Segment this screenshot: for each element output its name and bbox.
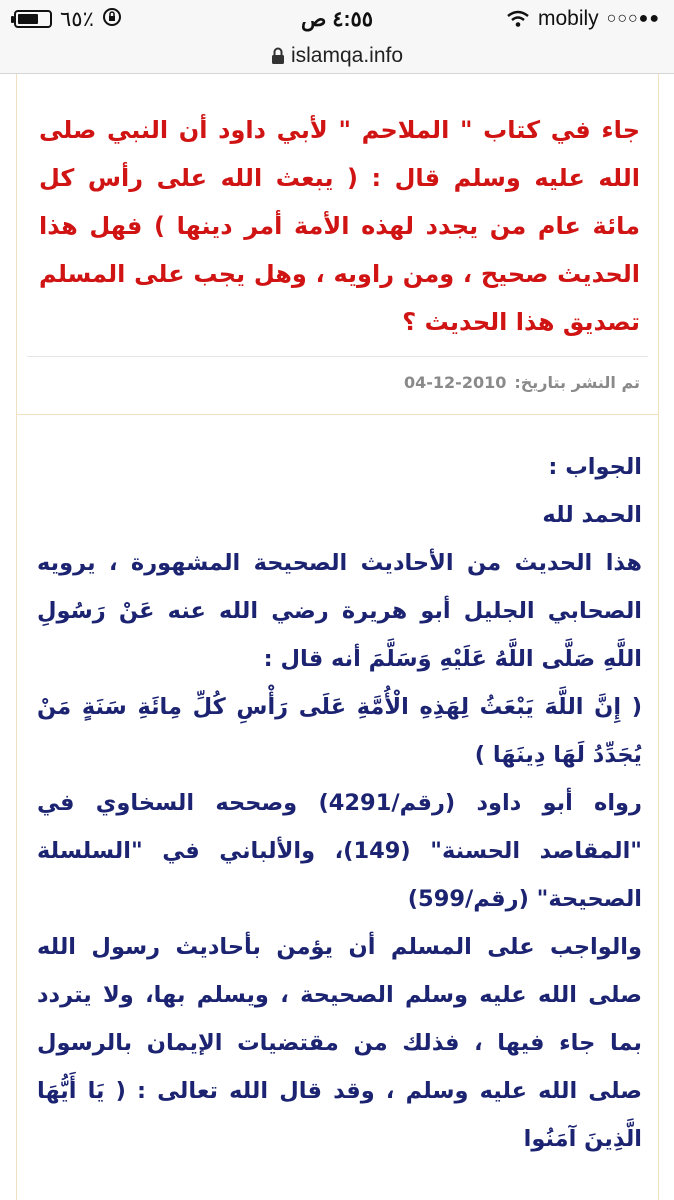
answer-section: [17, 415, 658, 1163]
status-time: ٤:٥٥ ص: [300, 7, 374, 31]
article-content: [16, 74, 659, 1200]
answer-heading: الجواب :: [548, 454, 642, 480]
lock-icon: [271, 47, 285, 65]
url-bar[interactable]: [0, 38, 674, 74]
answer-paragraph-1: هذا الحديث من الأحاديث الصحيحة المشهورة ، يرويه الصحابي الجليل أبو هريرة رضي الله عنه عَنْ رَسُولِ اللَّهِ صَلَّى اللَّهُ عَلَيْهِ وَسَلَّمَ أنه قال :: [37, 550, 642, 672]
answer-paragraph-2: رواه أبو داود (رقم/4291) وصححه السخاوي في "المقاصد الحسنة" (149)، والألباني في "السلسلة الصحيحة" (رقم/599): [37, 790, 643, 912]
battery-percent: ٦٥٪: [60, 7, 94, 31]
answer-paragraph-3: والواجب على المسلم أن يؤمن بأحاديث رسول الله صلى الله عليه وسلم الصحيحة ، ويسلم بها، ولا يتردد بما جاء فيها ، فذلك من مقتضيات الإيمان بالرسول صلى الله عليه وسلم ، وقد قال الله تعالى : ( يَا أَيُّهَا الَّذِينَ آمَنُوا: [37, 934, 642, 1152]
publish-date: 04-12-2010: [404, 373, 507, 392]
wifi-icon: [506, 10, 530, 28]
answer-praise: الحمد لله: [542, 502, 642, 528]
question-text: جاء في كتاب " الملاحم " لأبي داود أن النبي صلى الله عليه وسلم قال : ( يبعث الله على رأس كل مائة عام من يجدد لهذه الأمة أمر دينها ) فهل هذا الحديث صحيح ، ومن راويه ، وهل يجب على المسلم تصديق هذا الحديث ؟: [39, 116, 640, 336]
carrier-name: mobily: [537, 7, 599, 30]
url-domain[interactable]: islamqa.info: [290, 43, 404, 67]
publish-label: تم النشر بتاريخ:: [514, 373, 640, 392]
battery-icon: [14, 10, 52, 28]
publish-date-row: [27, 356, 648, 408]
signal-icon: ○○○●●: [606, 10, 660, 27]
rotation-lock-icon: [102, 7, 122, 32]
battery-level: [18, 14, 38, 24]
status-right: [506, 7, 660, 31]
hadith-quote: ( إِنَّ اللَّهَ يَبْعَثُ لِهَذِهِ الْأُمَّةِ عَلَى رَأْسِ كُلِّ مِائَةِ سَنَةٍ مَنْ يُجَدِّدُ لَهَا دِينَهَا ): [37, 694, 642, 768]
status-left: [14, 7, 122, 32]
status-bar: [0, 0, 674, 38]
